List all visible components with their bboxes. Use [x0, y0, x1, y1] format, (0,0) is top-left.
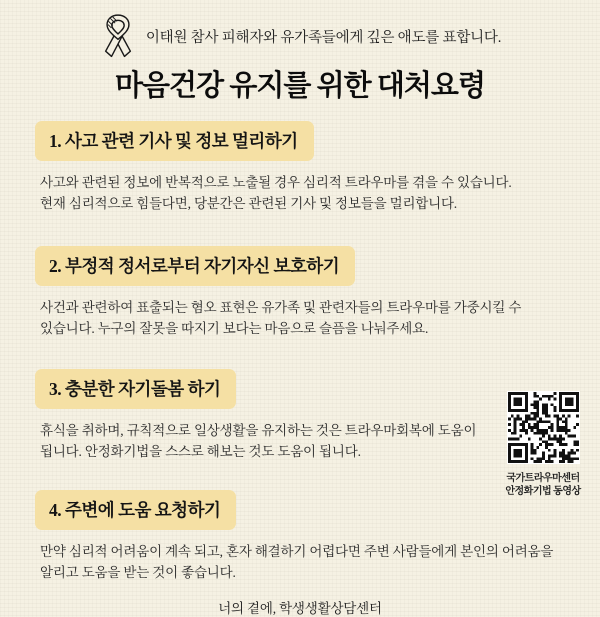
memorial-note — [0, 0, 600, 59]
body-line: 사고와 관련된 정보에 반복적으로 노출될 경우 심리적 트라우마를 겪을 수 있습니다. — [40, 175, 512, 190]
section-heading-1: 1. 사고 관련 기사 및 정보 멀리하기 — [35, 121, 314, 161]
section-body-1 — [40, 172, 600, 214]
section-heading-2: 2. 부정적 정서로부터 자기자신 보호하기 — [35, 246, 355, 286]
memorial-note-text: 이태원 참사 피해자와 유가족들에게 깊은 애도를 표합니다. — [145, 29, 502, 46]
page-title: 마음건강 유지를 위한 대처요령 — [115, 70, 485, 102]
qr-code — [507, 391, 580, 464]
footer-signature: 너의 곁에, 학생생활상담센터 — [218, 601, 382, 616]
body-line: 사건과 관련하여 표출되는 혐오 표현은 유가족 및 관련자들의 트라우마를 가중시킬 수 — [40, 300, 522, 315]
section-ask-help — [35, 490, 600, 583]
awareness-ribbon-icon — [99, 13, 137, 59]
qr-caption-line: 국가트라우마센터 — [506, 473, 580, 484]
body-line: 만약 심리적 어려움이 계속 되고, 혼자 해결하기 어렵다면 주변 사람들에게 본인의 어려움을 — [40, 544, 554, 559]
body-line: 현재 심리적으로 힘들다면, 당분간은 관련된 기사 및 정보들을 멀리합니다. — [40, 196, 457, 211]
body-line: 휴식을 취하며, 규칙적으로 일상생활을 유지하는 것은 트라우마회복에 도움이 — [40, 423, 477, 438]
body-line: 알리고 도움을 받는 것이 좋습니다. — [40, 565, 236, 580]
section-heading-3: 3. 충분한 자기돌봄 하기 — [35, 369, 236, 409]
body-line: 됩니다. 안정화기법을 스스로 해보는 것도 도움이 됩니다. — [40, 444, 361, 459]
qr-caption — [502, 472, 584, 498]
section-body-4 — [40, 541, 600, 583]
qr-block — [502, 391, 584, 498]
body-line: 있습니다. 누구의 잘못을 따지기 보다는 마음으로 슬픔을 나눠주세요. — [40, 321, 429, 336]
qr-caption-line: 안정화기법 동영상 — [505, 486, 581, 497]
section-body-2 — [40, 297, 600, 339]
section-avoid-news — [35, 121, 600, 214]
section-heading-4: 4. 주변에 도움 요청하기 — [35, 490, 236, 530]
section-protect-self — [35, 246, 600, 339]
